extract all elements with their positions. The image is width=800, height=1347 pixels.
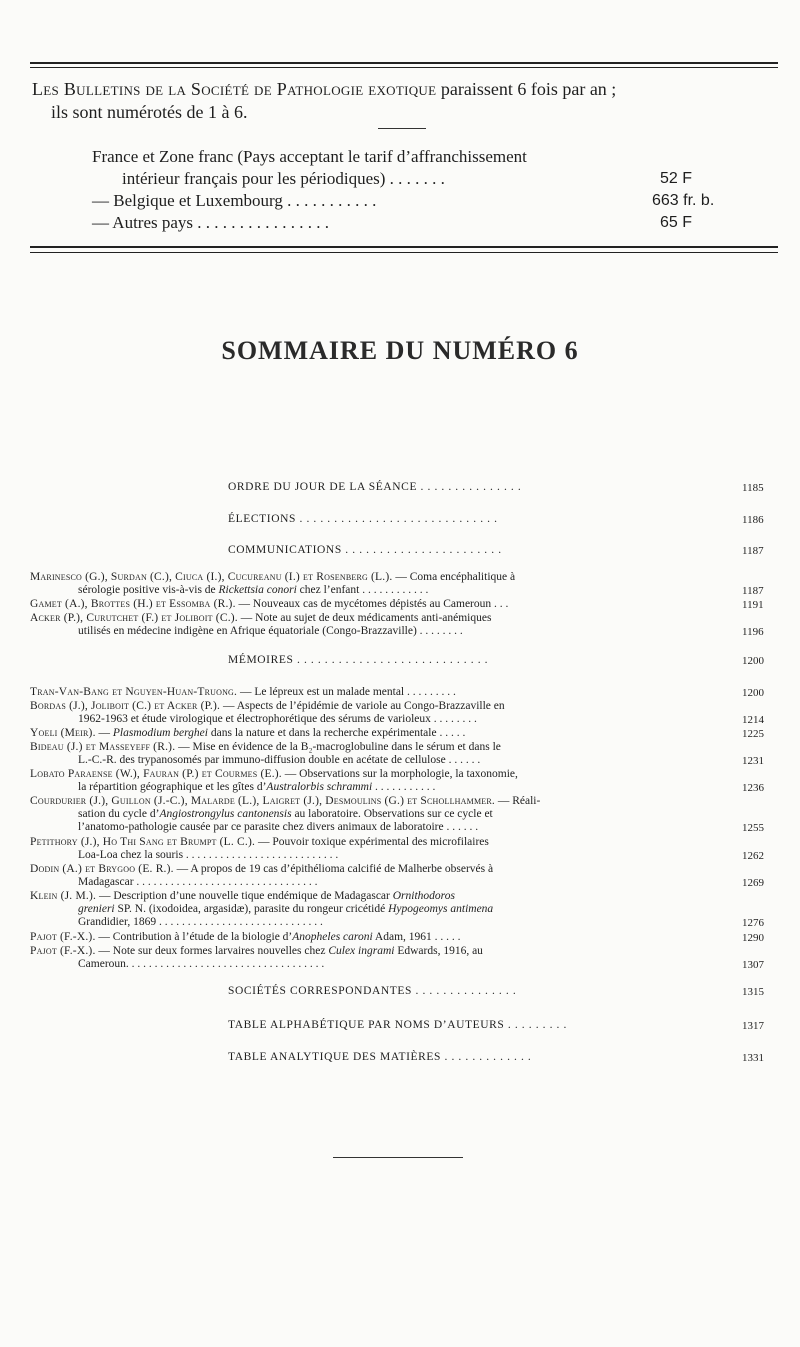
separator <box>378 128 426 129</box>
entry-title-cont: au laboratoire. Observations sur ce cycle et <box>291 808 493 820</box>
entry-species: Angiostrongylus cantonensis <box>159 808 292 820</box>
tariff-row <box>92 168 732 190</box>
entry-title-cont: sation du cycle d’ <box>78 808 160 820</box>
toc-entry[interactable] <box>30 700 714 726</box>
section-label: ORDRE DU JOUR DE LA SÉANCE <box>228 481 418 493</box>
section-label: ÉLECTIONS <box>228 513 297 525</box>
page-number: 1236 <box>742 782 764 794</box>
summary-title: SOMMAIRE DU NUMÉRO 6 <box>221 336 579 365</box>
entry-species: Rickettsia conori <box>218 584 297 596</box>
toc-entry[interactable] <box>30 836 714 862</box>
page-number: 1187 <box>742 585 764 597</box>
entry-authors: Bordas (J.), Joliboit (C.) et Acker (P.). <box>30 700 221 712</box>
entry-title: — Description d’une nouvelle tique endémique de Madagascar <box>96 890 393 902</box>
entry-title: — Aspects de l’épidémie de variole au Congo-Brazzaville en <box>220 700 505 712</box>
page-number: 1307 <box>742 959 764 971</box>
entry-species: Ornithodoros <box>392 890 455 902</box>
periodicity-notice <box>32 78 778 124</box>
entry-authors: Petithory (J.), Ho Thi Sang et Brumpt (L. C.). <box>30 836 256 848</box>
toc-entry[interactable] <box>30 890 714 929</box>
entry-title-cont: Madagascar . . . . . . . . . . . . . . . . . . . . . . . . . . . . . . . . <box>78 876 318 888</box>
entry-species: Culex ingrami <box>328 945 395 957</box>
toc-section[interactable]: ÉLECTIONS . . . . . . . . . . . . . . . . . . . . . . . . . . . . . <box>228 513 498 525</box>
tariff-price: 52 F <box>660 170 693 187</box>
entry-title: — Réali- <box>494 795 541 807</box>
entry-title-cont: Cameroun. . . . . . . . . . . . . . . . . . . . . . . . . . . . . . . . . . . <box>78 958 325 970</box>
entry-authors: Lobato Paraense (W.), Fauran (P.) et Courmes (E.). <box>30 768 282 780</box>
toc-entry[interactable] <box>30 931 714 944</box>
tariff-row <box>92 212 732 234</box>
page-number: 1196 <box>742 626 764 638</box>
page-number: 1186 <box>742 514 764 526</box>
toc-entry[interactable] <box>30 686 714 699</box>
entry-authors: Dodin (A.) et Brygoo (E. R.). <box>30 863 174 875</box>
toc-section[interactable]: TABLE ANALYTIQUE DES MATIÈRES . . . . . . . . . . . . . <box>228 1051 532 1063</box>
tariff-row <box>92 190 732 212</box>
entry-title-cont: dans la nature et dans la recherche expérimentale . . . . . <box>207 727 466 739</box>
tariff-label: France et Zone franc (Pays acceptant le tarif d’affranchissement <box>92 147 527 166</box>
toc-section[interactable]: TABLE ALPHABÉTIQUE PAR NOMS D’AUTEURS . . . . . . . . . <box>228 1019 567 1031</box>
page-number: 1255 <box>742 822 764 834</box>
section-label: TABLE ANALYTIQUE DES MATIÈRES <box>228 1051 442 1063</box>
tariff-label: intérieur français pour les périodiques) . . . . . . . <box>122 169 445 188</box>
section-label: SOCIÉTÉS CORRESPONDANTES <box>228 985 413 997</box>
toc-section[interactable]: ORDRE DU JOUR DE LA SÉANCE . . . . . . . . . . . . . . . <box>228 481 522 493</box>
entry-authors: Pajot (F.-X.). <box>30 945 96 957</box>
entry-title: — Contribution à l’étude de la biologie d’ <box>95 931 293 943</box>
entry-title: — Observations sur la morphologie, la taxonomie, <box>281 768 518 780</box>
page-number: 1317 <box>742 1020 764 1032</box>
tariff-row <box>92 146 732 168</box>
subscription-tariffs <box>92 146 732 234</box>
entry-title-cont: SP. N. (ixodoidea, argasidæ), parasite du rongeur cricétidé <box>114 903 389 915</box>
entry-authors: Acker (P.), Curutchet (F.) et Joliboit (C.). <box>30 612 238 624</box>
toc-section[interactable]: COMMUNICATIONS . . . . . . . . . . . . . . . . . . . . . . . <box>228 544 502 556</box>
tariff-price: 663 fr. b. <box>652 192 715 209</box>
entry-authors: Bideau (J.) et Masseyeff (R.). <box>30 741 176 753</box>
entry-species: grenieri <box>78 903 115 915</box>
entry-title: — Note sur deux formes larvaires nouvelles chez <box>95 945 329 957</box>
page-number: 1214 <box>742 714 764 726</box>
bulletin-title: Les Bulletins de la Société de Pathologie exotique <box>32 79 437 99</box>
notice-line-1: paraissent 6 fois par an ; <box>436 79 617 99</box>
toc-entry[interactable] <box>30 863 714 889</box>
entry-authors: Tran-Van-Bang et Nguyen-Huan-Truong. <box>30 686 238 698</box>
page-number: 1185 <box>742 482 764 494</box>
entry-title-cont: sérologie positive vis-à-vis de <box>78 584 219 596</box>
entry-title: — Note au sujet de deux médicaments anti-anémiques <box>237 612 492 624</box>
entry-title: — Mise en évidence de la B₂-macroglobuline dans le sérum et dans le <box>175 741 501 753</box>
tariff-label: — Belgique et Luxembourg . . . . . . . . . . . <box>92 191 377 210</box>
page-number: 1269 <box>742 877 764 889</box>
tariff-price: 65 F <box>660 214 693 231</box>
entry-title-cont: utilisés en médecine indigène en Afrique équatoriale (Congo-Brazzaville) . . . . . . . . <box>78 625 463 637</box>
toc-entry[interactable] <box>30 741 714 767</box>
entry-authors: Klein (J. M.). <box>30 890 97 902</box>
page-number: 1200 <box>742 687 764 699</box>
entry-title-cont: l’anatomo-pathologie causée par ce parasite chez divers animaux de laboratoire . . . . . . <box>78 821 479 833</box>
toc-entry[interactable] <box>30 795 714 834</box>
entry-title: — A propos de 19 cas d’épithélioma calcifié de Malherbe observés à <box>173 863 494 875</box>
entry-authors: Yoeli (Meir). <box>30 727 96 739</box>
toc-entry[interactable] <box>30 598 714 611</box>
tariff-rule-1 <box>30 246 778 248</box>
page-number: 1231 <box>742 755 764 767</box>
toc-entry[interactable] <box>30 945 714 971</box>
top-rule-2 <box>30 67 778 68</box>
page-number: 1262 <box>742 850 764 862</box>
notice-line-2: ils sont numérotés de 1 à 6. <box>51 102 248 122</box>
page-number: 1331 <box>742 1052 764 1064</box>
entry-authors: Gamet (A.), Brottes (H.) et Essomba (R.). <box>30 598 236 610</box>
entry-title-cont: L.-C.-R. des trypanosomés par immuno-diffusion double en acétate de cellulose . . . . . . <box>78 754 481 766</box>
section-label: TABLE ALPHABÉTIQUE PAR NOMS D’AUTEURS <box>228 1019 505 1031</box>
top-rule-1 <box>30 62 778 64</box>
toc-section[interactable]: MÉMOIRES . . . . . . . . . . . . . . . . . . . . . . . . . . . . <box>228 654 489 666</box>
tariff-label: — Autres pays . . . . . . . . . . . . . . . . <box>92 213 330 232</box>
toc-entry[interactable] <box>30 768 714 794</box>
entry-title-cont: Loa-Loa chez la souris . . . . . . . . . . . . . . . . . . . . . . . . . . . <box>78 849 339 861</box>
entry-title: — Nouveaux cas de mycétomes dépistés au Cameroun . . . <box>235 598 509 610</box>
toc-entry[interactable] <box>30 612 714 638</box>
entry-title: — Coma encéphalitique à <box>392 571 516 583</box>
entry-authors: Courdurier (J.), Guillon (J.-C.), Malarde (L.), Laigret (J.), Desmoulins (G.) et Schollhammer. <box>30 795 495 807</box>
page-number: 1276 <box>742 917 764 929</box>
page-number: 1315 <box>742 986 764 998</box>
entry-species: Australorbis schrammi <box>266 781 373 793</box>
entry-title-cont: . . . . . . . . . . . <box>372 781 436 793</box>
page-number: 1225 <box>742 728 764 740</box>
section-label: MÉMOIRES <box>228 654 294 666</box>
toc-section[interactable]: SOCIÉTÉS CORRESPONDANTES . . . . . . . . . . . . . . . <box>228 985 517 997</box>
page-number: 1191 <box>742 599 764 611</box>
entry-title: — Pouvoir toxique expérimental des microfilaires <box>255 836 489 848</box>
page-number: 1187 <box>742 545 764 557</box>
section-label: COMMUNICATIONS <box>228 544 342 556</box>
page-number: 1290 <box>742 932 764 944</box>
tariff-rule-2 <box>30 252 778 253</box>
entry-title: — Le lépreux est un malade mental . . . . . . . . . <box>237 686 456 698</box>
entry-title-cont: chez l’enfant . . . . . . . . . . . . <box>296 584 429 596</box>
entry-title: — <box>95 727 113 739</box>
toc-entry[interactable] <box>30 727 714 740</box>
end-rule <box>333 1157 463 1158</box>
entry-species: Hypogeomys antimena <box>388 903 494 915</box>
entry-title-cont: la répartition géographique et les gîtes d’ <box>78 781 267 793</box>
entry-species: Plasmodium berghei <box>112 727 208 739</box>
entry-title-cont: Edwards, 1916, au <box>394 945 483 957</box>
toc-entry[interactable] <box>30 571 714 597</box>
entry-title-cont: Adam, 1961 . . . . . <box>372 931 461 943</box>
page-number: 1200 <box>742 655 764 667</box>
entry-title-cont: 1962-1963 et étude virologique et électrophorétique des sérums de varioleux . . . . . . . . <box>78 713 477 725</box>
entry-species: Anopheles caroni <box>292 931 373 943</box>
entry-authors: Marinesco (G.), Surdan (C.), Ciuca (I.), Cucureanu (I.) et Rosenberg (L.). <box>30 571 393 583</box>
entry-title-cont: Grandidier, 1869 . . . . . . . . . . . . . . . . . . . . . . . . . . . . . <box>78 916 323 928</box>
entry-authors: Pajot (F.-X.). <box>30 931 96 943</box>
